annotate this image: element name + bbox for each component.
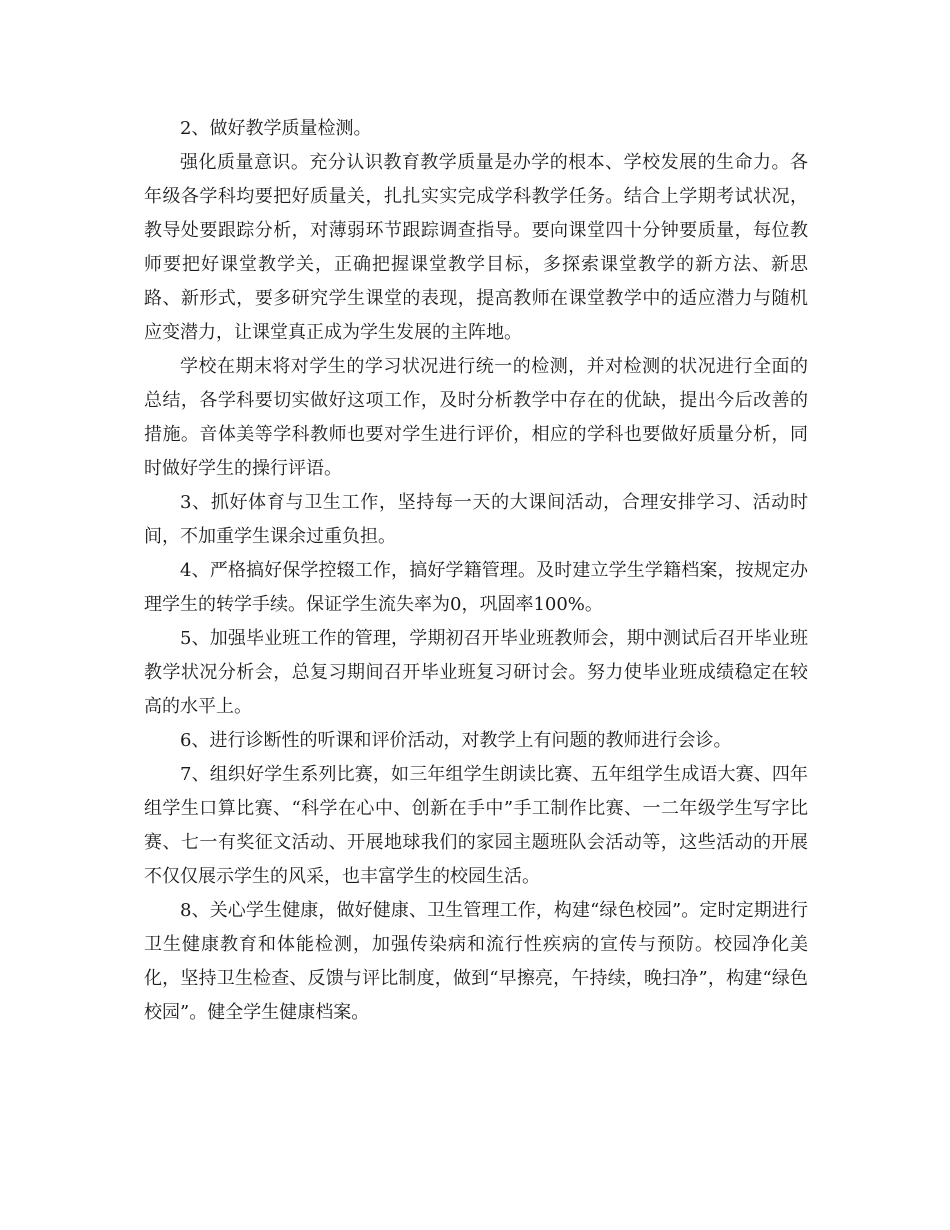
paragraph-item-8: 8、关心学生健康，做好健康、卫生管理工作，构建“绿色校园”。定时定期进行卫生健康教育和体能检测，加强传染病和流行性疾病的宣传与预防。校园净化美化，坚持卫生检查、反馈与评比制度，做到“早擦亮，午持续，晚扫净”，构建“绿色校园”。健全学生健康档案。 bbox=[144, 900, 808, 1023]
paragraph-item-4: 4、严格搞好保学控辍工作，搞好学籍管理。及时建立学生学籍档案，按规定办理学生的转学手续。保证学生流失率为0，巩固率100%。 bbox=[144, 560, 808, 615]
paragraph-final-exam: 学校在期末将对学生的学习状况进行统一的检测，并对检测的状况进行全面的总结，各学科要切实做好这项工作，及时分析教学中存在的优缺，提出今后改善的措施。音体美等学科教师也要对学生进行评价，相应的学科也要做好质量分析，同时做好学生的操行评语。 bbox=[144, 356, 808, 479]
paragraph-item-3: 3、抓好体育与卫生工作，坚持每一天的大课间活动，合理安排学习、活动时间，不加重学生课余过重负担。 bbox=[144, 492, 808, 547]
paragraph-item-2-heading: 2、做好教学质量检测。 bbox=[180, 118, 372, 139]
paragraph-quality-awareness: 强化质量意识。充分认识教育教学质量是办学的根本、学校发展的生命力。各年级各学科均要把好质量关，扎扎实实完成学科教学任务。结合上学期考试状况，教导处要跟踪分析，对薄弱环节跟踪调查指导。要向课堂四十分钟要质量，每位教师要把好课堂教学关，正确把握课堂教学目标，多探索课堂教学的新方法、新思路、新形式，要多研究学生课堂的表现，提高教师在课堂教学中的适应潜力与随机应变潜力，让课堂真正成为学生发展的主阵地。 bbox=[144, 152, 808, 343]
document-body bbox=[144, 112, 808, 1030]
paragraph-item-7: 7、组织好学生系列比赛，如三年组学生朗读比赛、五年组学生成语大赛、四年组学生口算比赛、“科学在心中、创新在手中”手工制作比赛、一二年级学生写字比赛、七一有奖征文活动、开展地球我们的家园主题班队会活动等，这些活动的开展不仅仅展示学生的风采，也丰富学生的校园生活。 bbox=[144, 764, 808, 887]
paragraph-item-6: 6、进行诊断性的听课和评价活动，对教学上有问题的教师进行会诊。 bbox=[180, 730, 732, 751]
paragraph-item-5: 5、加强毕业班工作的管理，学期初召开毕业班教师会，期中测试后召开毕业班教学状况分析会，总复习期间召开毕业班复习研讨会。努力使毕业班成绩稳定在较高的水平上。 bbox=[144, 628, 808, 717]
